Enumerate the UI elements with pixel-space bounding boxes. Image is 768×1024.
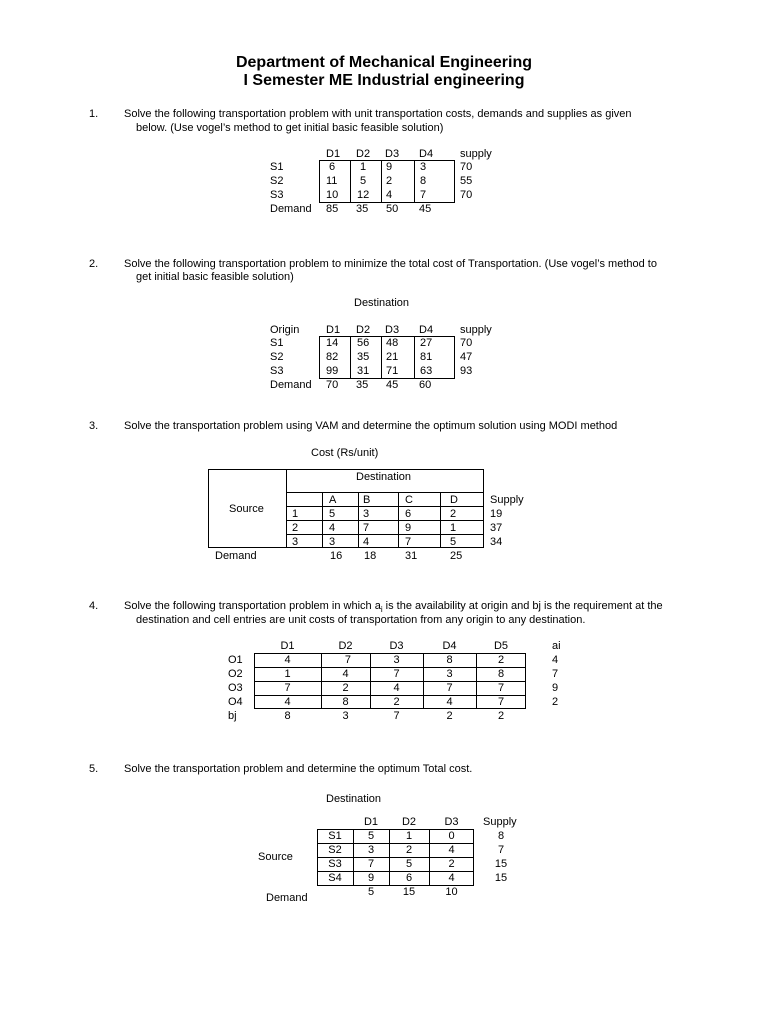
q3-cell: 5 bbox=[329, 508, 336, 520]
q4-cell: 7 bbox=[497, 682, 505, 694]
q4-cell: 4 bbox=[342, 668, 349, 680]
q3-col-header: C bbox=[405, 494, 413, 506]
q1-demand-label: Demand bbox=[270, 203, 312, 215]
q4-ai-label: ai bbox=[552, 640, 561, 652]
q2-demand: 60 bbox=[419, 379, 432, 391]
q3-col-header: B bbox=[363, 494, 371, 506]
q2-cell: 71 bbox=[386, 365, 399, 377]
q2-grid-line bbox=[414, 336, 415, 379]
q5-row-label: S1 bbox=[328, 830, 342, 842]
q5-supply-label: Supply bbox=[483, 816, 517, 828]
q1-cell: 6 bbox=[329, 161, 336, 173]
q2-cell: 48 bbox=[386, 337, 399, 349]
q2-cell: 81 bbox=[420, 351, 433, 363]
q3-cell: 4 bbox=[363, 536, 370, 548]
q2-cell: 63 bbox=[420, 365, 433, 377]
q5-cell: 4 bbox=[448, 844, 455, 856]
q5-demand: 5 bbox=[367, 886, 375, 898]
q5-cell: 5 bbox=[405, 858, 413, 870]
q3-cell: 7 bbox=[405, 536, 412, 548]
q2-col-header: D3 bbox=[385, 324, 400, 336]
q4-cell: 2 bbox=[342, 682, 349, 694]
q5-row-label: S3 bbox=[328, 858, 342, 870]
q3-cell: 7 bbox=[363, 522, 370, 534]
q2-cell: 21 bbox=[386, 351, 399, 363]
q5-cell: 4 bbox=[448, 872, 455, 884]
q4-cell: 4 bbox=[393, 682, 400, 694]
q3-supply-label: Supply bbox=[490, 494, 524, 506]
q2-row-label: S1 bbox=[270, 337, 284, 349]
q4-text-subscript: i bbox=[380, 605, 383, 615]
q3-supply: 37 bbox=[490, 522, 503, 534]
q1-cell: 1 bbox=[360, 161, 367, 173]
q3-grid-line bbox=[286, 492, 484, 493]
q5-col-header: D3 bbox=[444, 816, 459, 828]
q4-bj-value: 2 bbox=[497, 710, 505, 722]
q3-text-line1: Solve the transportation problem using VAM and determine the optimum solution using MODI method bbox=[124, 420, 618, 432]
q1-demand: 85 bbox=[326, 203, 339, 215]
q3-cell: 3 bbox=[363, 508, 370, 520]
q4-cell: 7 bbox=[497, 696, 505, 708]
q5-supply: 15 bbox=[494, 872, 508, 884]
q3-grid-line bbox=[398, 492, 399, 548]
q1-cell: 2 bbox=[386, 175, 393, 187]
q4-ai-value: 9 bbox=[552, 682, 559, 694]
q2-demand: 45 bbox=[386, 379, 399, 391]
q3-cell: 4 bbox=[329, 522, 336, 534]
q5-cell: 7 bbox=[367, 858, 375, 870]
q4-col-header: D4 bbox=[442, 640, 457, 652]
q1-cell: 5 bbox=[360, 175, 367, 187]
q1-supply: 55 bbox=[460, 175, 473, 187]
q2-col-header: D2 bbox=[356, 324, 371, 336]
q1-grid-line bbox=[381, 160, 382, 203]
q5-cell: 2 bbox=[448, 858, 455, 870]
q5-cell: 2 bbox=[405, 844, 413, 856]
q2-cell: 31 bbox=[357, 365, 370, 377]
q3-cell: 6 bbox=[405, 508, 412, 520]
q2-demand-label: Demand bbox=[270, 379, 312, 391]
q2-cell: 56 bbox=[357, 337, 370, 349]
q1-cell: 3 bbox=[420, 161, 427, 173]
q1-demand: 45 bbox=[419, 203, 432, 215]
q4-col-header: D3 bbox=[389, 640, 404, 652]
q3-destination-label: Destination bbox=[356, 471, 412, 483]
q1-cell: 10 bbox=[326, 189, 339, 201]
q5-demand-label: Demand bbox=[266, 892, 308, 904]
q1-row-label: S2 bbox=[270, 175, 284, 187]
q1-col-header: D2 bbox=[356, 148, 371, 160]
q5-col-header: D2 bbox=[401, 816, 417, 828]
q4-cell: 8 bbox=[497, 668, 505, 680]
q2-cell: 14 bbox=[326, 337, 339, 349]
q1-text-line1: Solve the following transportation problem with unit transportation costs, demands and supplies as given bbox=[124, 108, 632, 120]
q2-grid-line bbox=[381, 336, 382, 379]
q3-demand: 25 bbox=[450, 550, 463, 562]
q5-destination-label: Destination bbox=[326, 793, 382, 805]
q5-supply: 8 bbox=[497, 830, 505, 842]
q1-demand: 35 bbox=[356, 203, 369, 215]
q1-grid-line bbox=[350, 160, 351, 203]
q1-col-header: D4 bbox=[419, 148, 434, 160]
q4-cell: 7 bbox=[393, 668, 400, 680]
q4-row-label: O2 bbox=[228, 668, 243, 680]
q1-row-label: S3 bbox=[270, 189, 284, 201]
q4-text-part-a: Solve the following transportation problem in which a bbox=[124, 600, 381, 612]
page-title: Department of Mechanical Engineering bbox=[235, 54, 533, 71]
q4-col-header: D1 bbox=[280, 640, 295, 652]
q2-demand: 70 bbox=[326, 379, 339, 391]
page-subtitle: I Semester ME Industrial engineering bbox=[243, 72, 525, 89]
q4-bj-value: 7 bbox=[393, 710, 400, 722]
q4-bj-value: 3 bbox=[342, 710, 349, 722]
q3-row-label: 2 bbox=[292, 522, 299, 534]
q5-number: 5. bbox=[89, 763, 99, 775]
q1-demand: 50 bbox=[386, 203, 399, 215]
q1-col-header: D3 bbox=[385, 148, 400, 160]
q4-col-header: D5 bbox=[493, 640, 509, 652]
q2-demand: 35 bbox=[356, 379, 369, 391]
q5-demand: 15 bbox=[402, 886, 416, 898]
q3-demand: 18 bbox=[364, 550, 377, 562]
q2-row-label: S2 bbox=[270, 351, 284, 363]
q4-cell: 8 bbox=[446, 654, 453, 666]
q4-cell: 4 bbox=[284, 654, 291, 666]
q2-number: 2. bbox=[89, 258, 99, 270]
q5-col-header: D1 bbox=[363, 816, 379, 828]
q3-source-label: Source bbox=[229, 503, 264, 515]
q4-cell: 4 bbox=[446, 696, 453, 708]
q4-cell: 7 bbox=[446, 682, 453, 694]
q2-cell: 99 bbox=[326, 365, 339, 377]
q1-grid-line bbox=[414, 160, 415, 203]
q4-row-label: O1 bbox=[228, 654, 243, 666]
q1-supply: 70 bbox=[460, 189, 473, 201]
q3-number: 3. bbox=[89, 420, 99, 432]
q3-col-header: D bbox=[450, 494, 458, 506]
q4-cell: 4 bbox=[284, 696, 291, 708]
q5-text-line1: Solve the transportation problem and determine the optimum Total cost. bbox=[124, 763, 473, 775]
q3-demand: 31 bbox=[405, 550, 418, 562]
q3-cell: 5 bbox=[450, 536, 457, 548]
q1-number: 1. bbox=[89, 108, 99, 120]
q4-cell: 3 bbox=[393, 654, 400, 666]
q4-cell: 1 bbox=[284, 668, 291, 680]
q3-row-label: 3 bbox=[292, 536, 299, 548]
q2-cell: 27 bbox=[420, 337, 433, 349]
q1-cell: 8 bbox=[420, 175, 427, 187]
q5-demand: 10 bbox=[445, 886, 458, 898]
q2-supply: 47 bbox=[460, 351, 473, 363]
q4-cell: 3 bbox=[446, 668, 453, 680]
q4-ai-value: 2 bbox=[552, 696, 559, 708]
q1-cell: 12 bbox=[357, 189, 370, 201]
q4-bj-value: 2 bbox=[446, 710, 453, 722]
q3-cost-label: Cost (Rs/unit) bbox=[311, 447, 379, 459]
q2-supply: 93 bbox=[460, 365, 473, 377]
q4-text-line2: destination and cell entries are unit costs of transportation from any origin to any destination. bbox=[136, 614, 586, 626]
q2-text-line2: get initial basic feasible solution) bbox=[136, 271, 294, 283]
q5-cell: 5 bbox=[367, 830, 375, 842]
q3-supply: 34 bbox=[490, 536, 503, 548]
q3-cell: 3 bbox=[329, 536, 336, 548]
q2-supply: 70 bbox=[460, 337, 473, 349]
q1-supply: 70 bbox=[460, 161, 473, 173]
q4-text-part-b: is the availability at origin and bj is the requirement at the bbox=[382, 600, 663, 612]
q3-demand-label: Demand bbox=[215, 550, 257, 562]
q2-destination-label: Destination bbox=[354, 297, 410, 309]
q4-row-label: O4 bbox=[228, 696, 243, 708]
q3-cell: 2 bbox=[450, 508, 457, 520]
q4-bj-label: bj bbox=[228, 710, 237, 722]
q2-text-line1: Solve the following transportation problem to minimize the total cost of Transportation. (Use vogel’s method to bbox=[124, 258, 657, 270]
q1-cell: 4 bbox=[386, 189, 393, 201]
q3-grid-line bbox=[440, 492, 441, 548]
q2-cell: 82 bbox=[326, 351, 339, 363]
q4-bj-value: 8 bbox=[284, 710, 291, 722]
q5-row-label: S4 bbox=[328, 872, 342, 884]
q3-grid-line bbox=[358, 492, 359, 548]
q5-row-label: S2 bbox=[328, 844, 342, 856]
q1-cell: 11 bbox=[326, 175, 338, 187]
q4-ai-value: 7 bbox=[552, 668, 559, 680]
q2-row-label: S3 bbox=[270, 365, 284, 377]
q5-cell: 1 bbox=[405, 830, 413, 842]
q2-col-header: D1 bbox=[326, 324, 341, 336]
q3-cell: 1 bbox=[450, 522, 457, 534]
q5-supply: 7 bbox=[497, 844, 505, 856]
q5-source-label: Source bbox=[258, 851, 293, 863]
q3-supply: 19 bbox=[490, 508, 503, 520]
q4-cell: 8 bbox=[342, 696, 349, 708]
q3-demand: 16 bbox=[330, 550, 343, 562]
q1-cell: 9 bbox=[386, 161, 393, 173]
q5-cell: 6 bbox=[405, 872, 413, 884]
q4-cell: 7 bbox=[344, 654, 351, 666]
q4-cell: 2 bbox=[393, 696, 400, 708]
q5-cell: 9 bbox=[367, 872, 375, 884]
q3-grid-line bbox=[322, 492, 323, 548]
q4-number: 4. bbox=[89, 600, 99, 612]
q2-col-header: D4 bbox=[419, 324, 434, 336]
q4-ai-value: 4 bbox=[552, 654, 559, 666]
q2-cell: 35 bbox=[357, 351, 370, 363]
q3-grid-line bbox=[286, 469, 287, 548]
q3-row-label: 1 bbox=[292, 508, 299, 520]
q5-cell: 0 bbox=[448, 830, 455, 842]
q4-cell: 7 bbox=[284, 682, 291, 694]
q1-cell: 7 bbox=[420, 189, 427, 201]
q1-text-line2: below. (Use vogel’s method to get initial basic feasible solution) bbox=[136, 122, 444, 134]
q3-col-header: A bbox=[329, 494, 337, 506]
q4-cell: 2 bbox=[497, 654, 505, 666]
q2-col-header: supply bbox=[460, 324, 492, 336]
q5-cell: 3 bbox=[367, 844, 375, 856]
q5-supply: 15 bbox=[494, 858, 508, 870]
q1-col-header: D1 bbox=[326, 148, 341, 160]
q2-origin-label: Origin bbox=[270, 324, 300, 336]
q1-col-header: supply bbox=[460, 148, 492, 160]
q1-row-label: S1 bbox=[270, 161, 284, 173]
q3-cell: 9 bbox=[405, 522, 412, 534]
q4-col-header: D2 bbox=[338, 640, 353, 652]
q4-row-label: O3 bbox=[228, 682, 243, 694]
q2-grid-line bbox=[350, 336, 351, 379]
